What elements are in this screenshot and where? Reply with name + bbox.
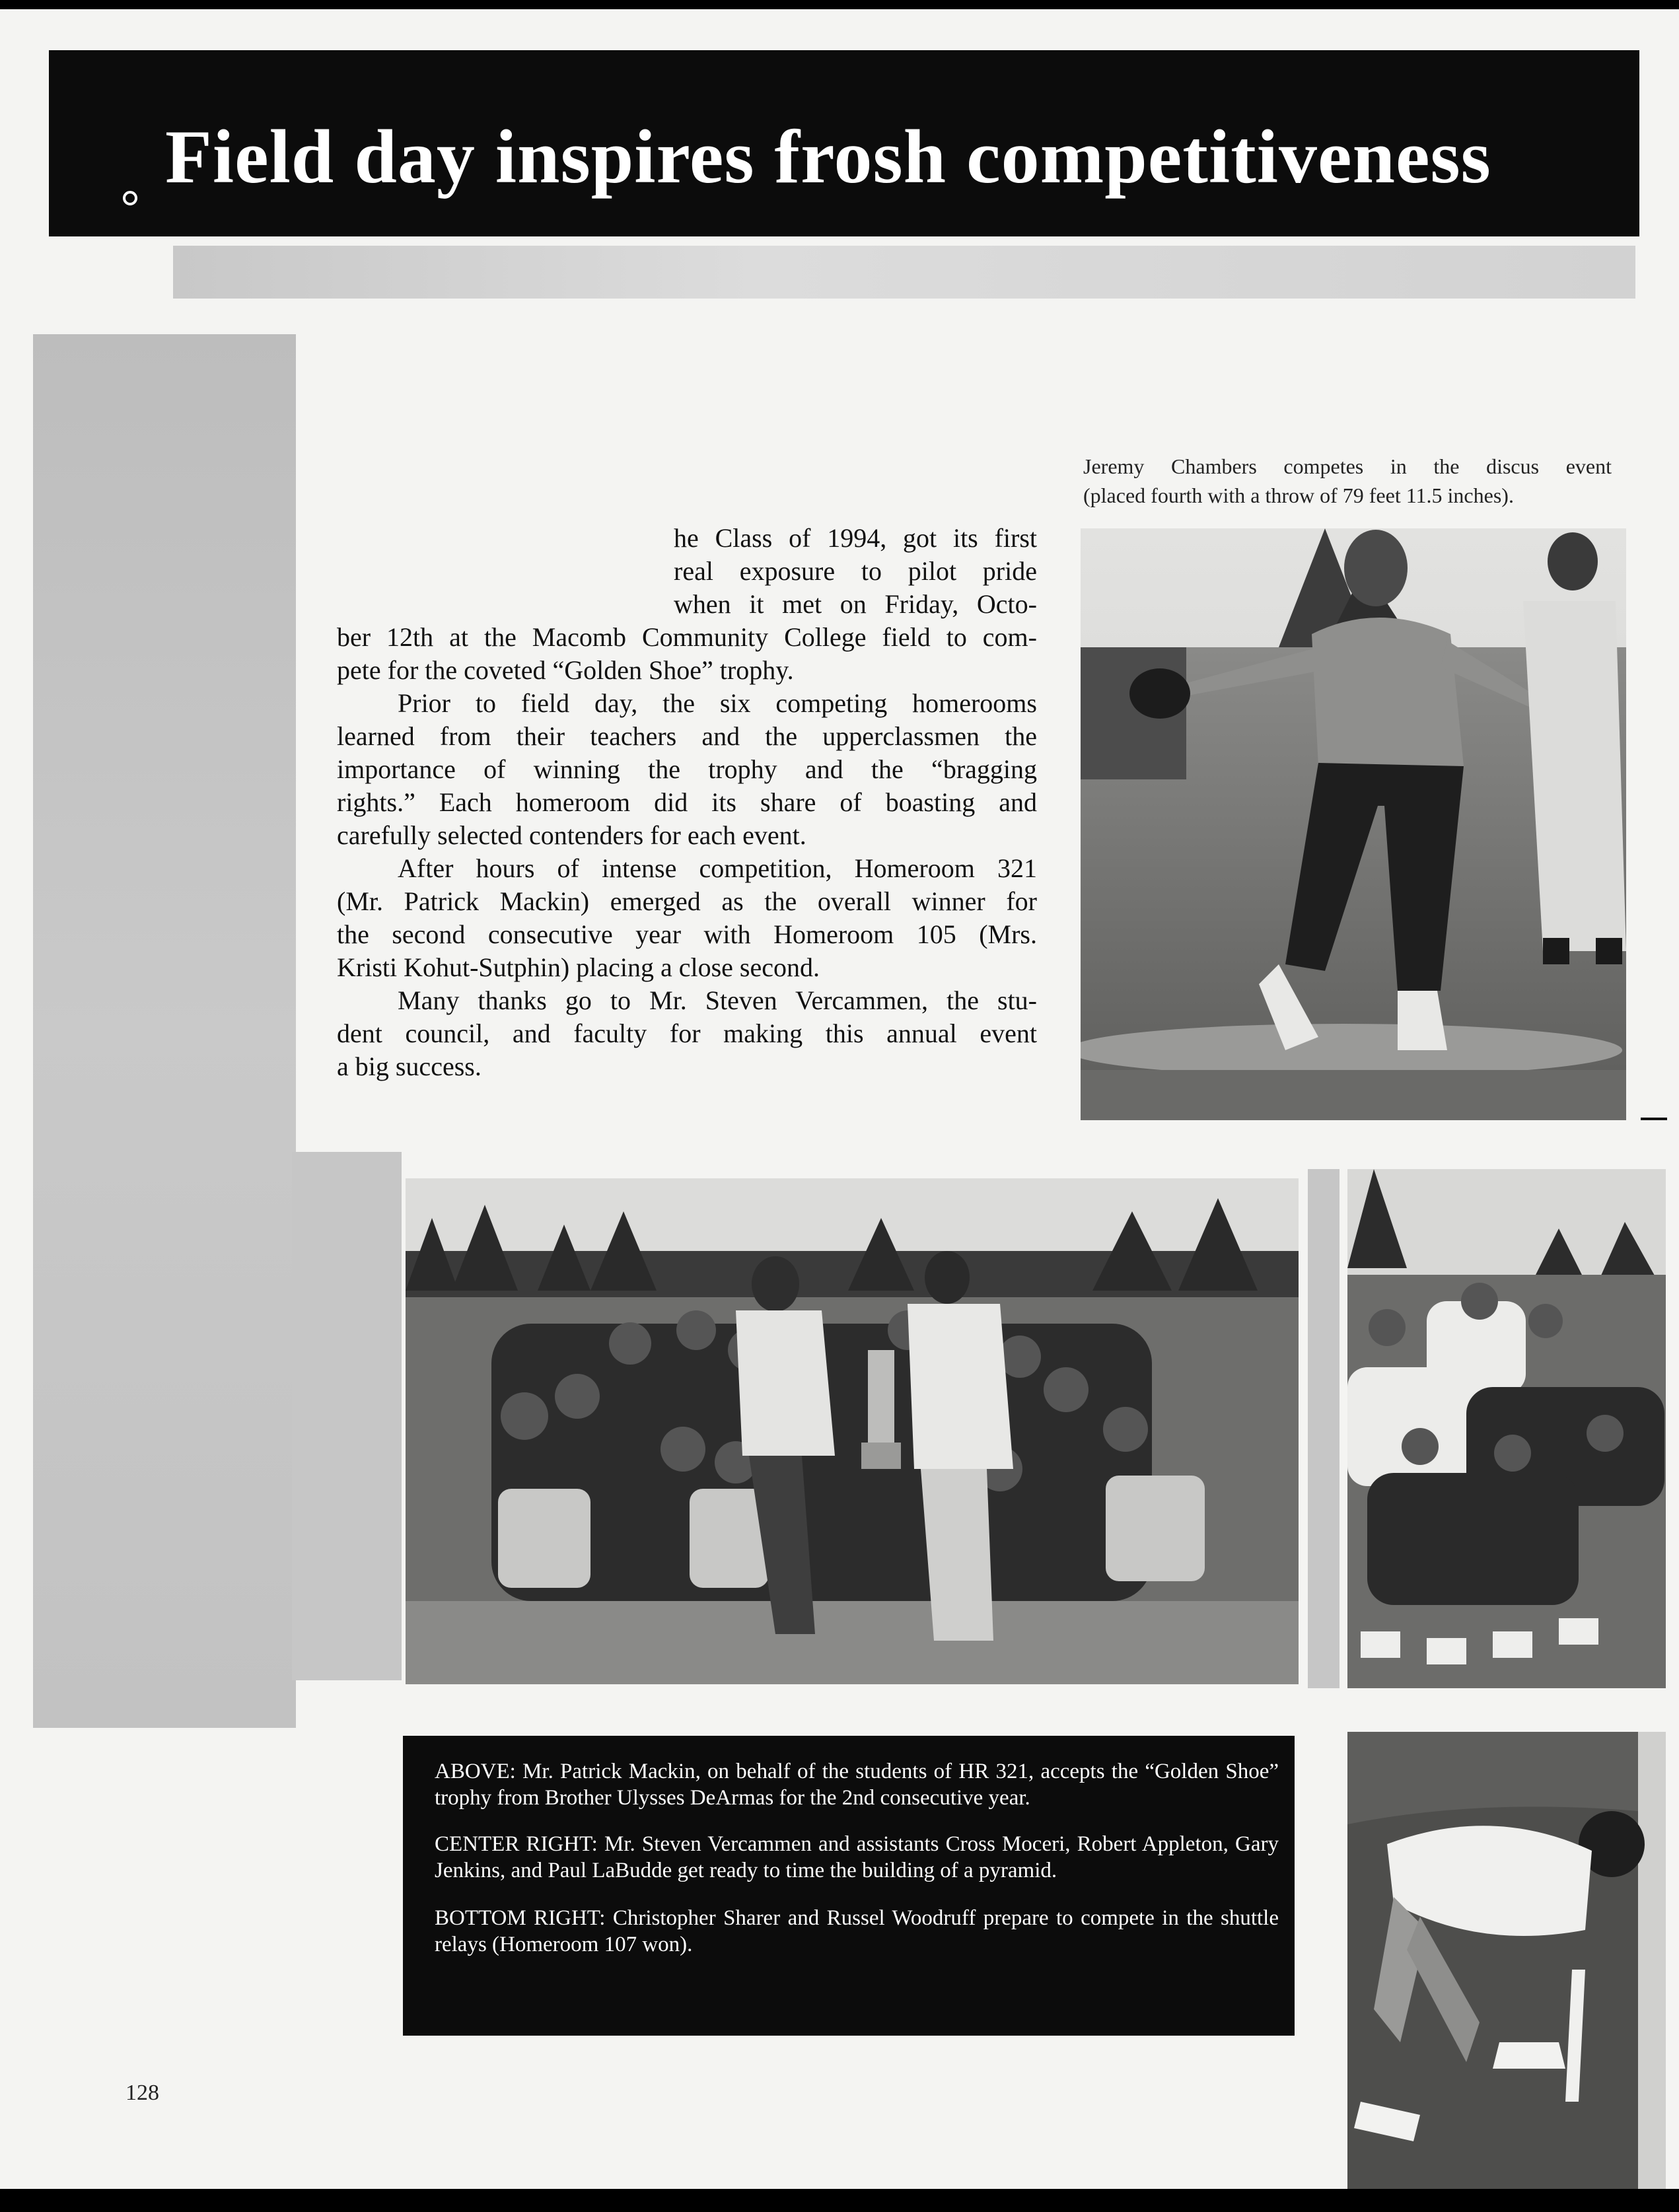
pyramid-photo: [1347, 1169, 1666, 1688]
page-number: 128: [125, 2081, 159, 2105]
left-gray-panel: [33, 334, 296, 1728]
crop-mark: [1641, 1118, 1667, 1120]
body-line: After hours of intense competition, Homeroom 321: [398, 853, 1037, 883]
article-body: [337, 522, 1037, 1083]
body-line: when it met on Friday, Octo-: [674, 589, 1037, 619]
body-line: (Mr. Patrick Mackin) emerged as the overall winner for: [337, 886, 1037, 916]
bullet-icon: [123, 191, 137, 205]
caption-bottom-right: BOTTOM RIGHT: Christopher Sharer and Russel Woodruff prepare to compete in the shuttle relays (Homeroom 107 won).: [435, 1906, 1279, 1956]
caption-center-right: CENTER RIGHT: Mr. Steven Vercammen and assistants Cross Moceri, Robert Appleton, Gary Jenkins, and Paul LaBudde get ready to time the building of a pyramid.: [435, 1832, 1279, 1882]
body-line: rights.” Each homeroom did its share of boasting and: [337, 787, 1037, 817]
photo-captions-box: [403, 1736, 1295, 2036]
body-line: learned from their teachers and the upperclassmen the: [337, 721, 1037, 751]
body-line: the second consecutive year with Homeroom 105 (Mrs.: [337, 919, 1037, 949]
photo-spacer-left: [292, 1152, 402, 1680]
caption-above: ABOVE: Mr. Patrick Mackin, on behalf of the students of HR 321, accepts the “Golden Shoe” trophy from Brother Ulysses DeArmas for the 2nd consecutive year.: [435, 1760, 1279, 1810]
page-title: Field day inspires frosh competitiveness: [165, 115, 1491, 199]
body-line: importance of winning the trophy and the “bragging: [337, 754, 1037, 784]
trophy-group-photo-image: [406, 1178, 1299, 1684]
body-line: ber 12th at the Macomb Community College field to com-: [337, 622, 1037, 652]
pyramid-photo-image: [1347, 1169, 1666, 1688]
discus-photo: [1081, 528, 1626, 1120]
body-line: Prior to field day, the six competing homerooms: [398, 688, 1037, 718]
discus-photo-image: [1081, 528, 1626, 1120]
body-line: pete for the coveted “Golden Shoe” trophy.: [337, 655, 794, 685]
body-line: dent council, and faculty for making this annual event: [337, 1018, 1037, 1048]
yearbook-page: [0, 9, 1679, 2189]
body-line: he Class of 1994, got its first: [674, 523, 1037, 553]
body-line: Kristi Kohut-Sutphin) placing a close second.: [337, 952, 820, 982]
discus-photo-caption: Jeremy Chambers competes in the discus event (placed fourth with a throw of 79 feet 11.5 inches).: [1083, 454, 1612, 507]
body-line: real exposure to pilot pride: [674, 556, 1037, 586]
shuttle-relay-photo: [1347, 1732, 1666, 2189]
trophy-group-photo: [406, 1178, 1299, 1684]
body-line: carefully selected contenders for each event.: [337, 820, 806, 850]
title-shadow-bar: [173, 246, 1635, 299]
photo-spacer-right: [1308, 1169, 1340, 1688]
body-line: Many thanks go to Mr. Steven Vercammen, the stu-: [398, 985, 1037, 1015]
body-line: a big success.: [337, 1052, 482, 1081]
shuttle-relay-photo-image: [1347, 1732, 1666, 2189]
